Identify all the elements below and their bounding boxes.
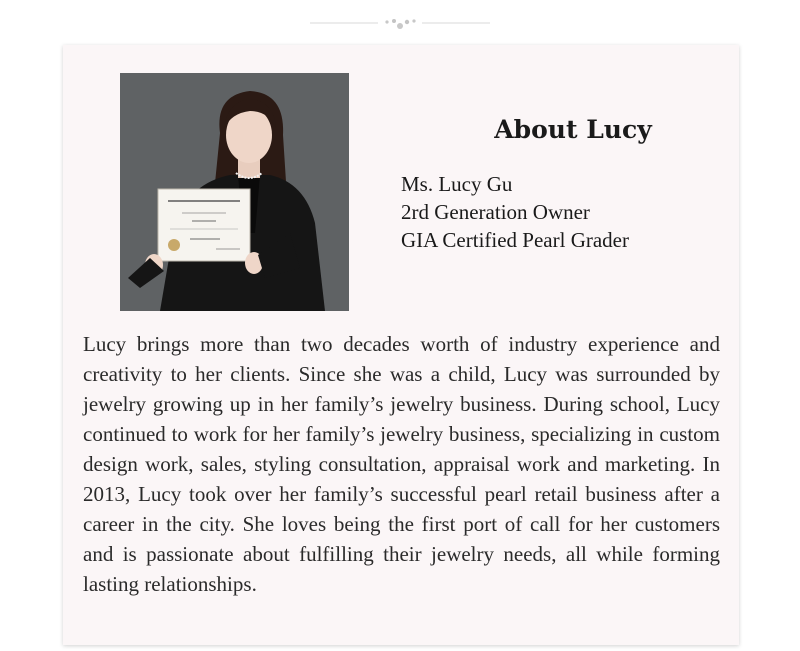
pearl-divider-icon bbox=[310, 14, 490, 34]
credentials-block bbox=[401, 170, 629, 254]
owner-name: Ms. Lucy Gu bbox=[401, 172, 513, 196]
page-title: About Lucy bbox=[494, 115, 652, 144]
owner-role: 2rd Generation Owner bbox=[401, 200, 590, 224]
decorative-divider bbox=[310, 14, 490, 34]
bio-paragraph: Lucy brings more than two decades worth of industry experience and creativity to her clients. Since she was a child, Lucy was surrounded by jewelry growing up in her family’s jewelry business. During school, Lucy continued to work for her family’s jewelry business, specializing in custom design work, sales, styling consultation, appraisal work and marketing. In 2013, Lucy took over her family’s successful pearl retail business after a career in the city. She loves being the first port of call for her customers and is passionate about fulfilling their jewelry needs, all while forming lasting relationships. bbox=[83, 332, 720, 596]
lucy-portrait-photo bbox=[120, 73, 349, 311]
owner-certification: GIA Certified Pearl Grader bbox=[401, 228, 629, 252]
about-card bbox=[63, 45, 739, 645]
